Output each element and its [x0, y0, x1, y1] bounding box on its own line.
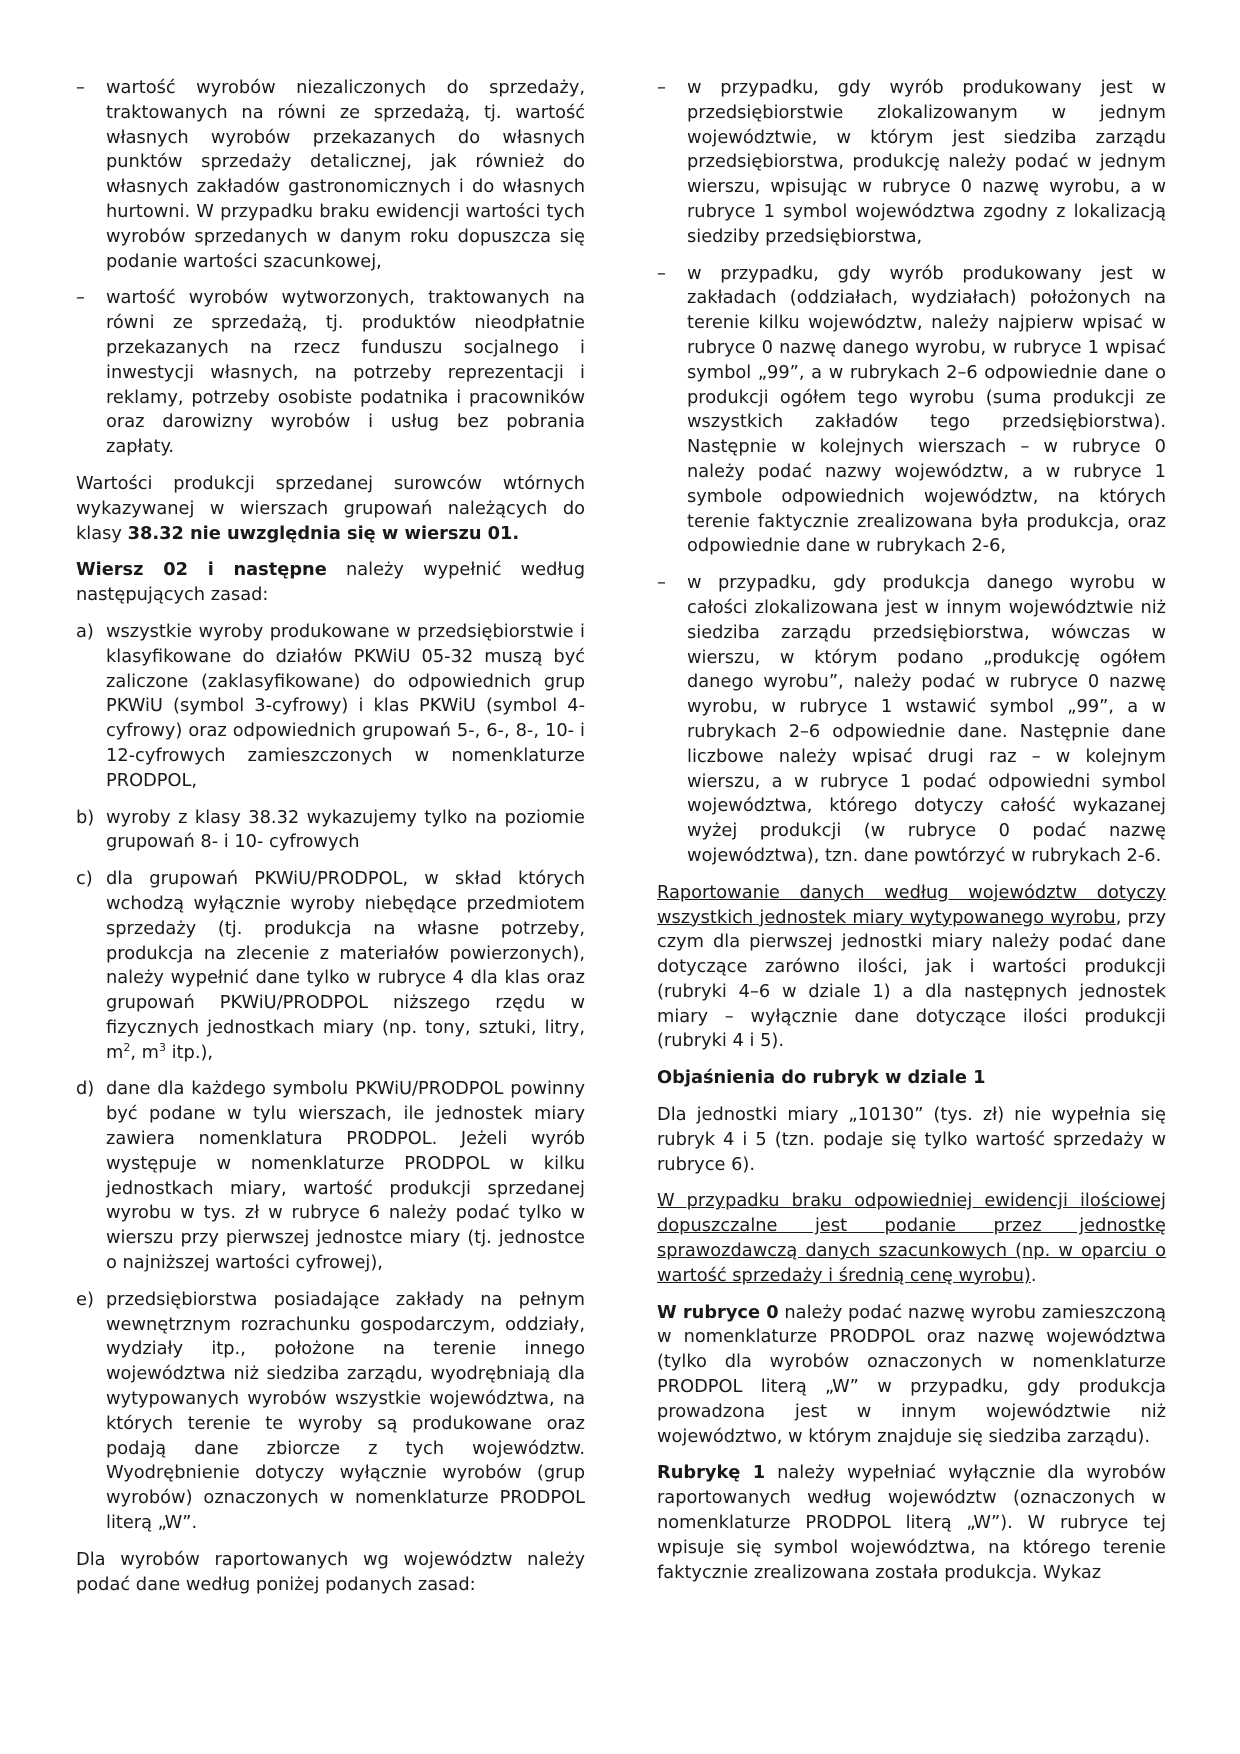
paragraph-text: Wartości produkcji sprzedanej surowców wtórnych wykazywanej w wierszach grupowań należących do klasy — [76, 472, 585, 544]
text-part: , m — [130, 1041, 159, 1063]
text-part: itp.), — [165, 1041, 214, 1063]
list-item-text: w przypadku, gdy wyrób produkowany jest w przedsiębiorstwie zlokalizowanym w jednym województwie, w którym jest siedziba zarządu przedsiębiorstwa, produkcję należy podać w jednym wierszu, wpisując w rubryce 0 nazwę wyrobu, a w rubryce 1 symbol województwa zgodny z lokalizacją siedziby przedsiębiorstwa, — [687, 77, 1166, 247]
right-column — [657, 76, 1166, 1736]
section-heading: Objaśnienia do rubryk w dziale 1 — [657, 1067, 986, 1089]
bold-text: Wiersz 02 i następne — [76, 559, 327, 581]
bold-text: 38.32 nie uwzględnia się w wierszu 01. — [127, 522, 520, 544]
list-item — [76, 620, 585, 794]
paragraph-text: , przy czym dla pierwszej jednostki miary należy podać dane dotyczące zarówno ilości, jak i wartości produkcji (rubryki 4–6 w dziale 1) a dla następnych jednostek miary – wyłącznie dane dotyczące ilości produkcji (rubryki 4 i 5). — [657, 906, 1167, 1052]
paragraph — [76, 472, 585, 546]
dash-marker: – — [76, 77, 85, 98]
bold-text: Rubrykę 1 — [657, 1462, 766, 1484]
list-item — [76, 76, 585, 274]
paragraph-text: należy wypełnić według następujących zasad: — [76, 559, 585, 606]
paragraph — [657, 1189, 1166, 1288]
list-marker: a) — [76, 620, 94, 642]
list-item-text: w przypadku, gdy produkcja danego wyrobu w całości zlokalizowana jest w innym województwie niż siedziba zarządu przedsiębiorstwa, wówczas w wierszu, w którym podano „produkcję ogółem danego wyrobu”, należy podać w rubryce 0 nazwę wyrobu, w rubryce 1 wstawić symbol „99”, a w rubrykach 2–6 odpowiednie dane. Następnie dane liczbowe należy wpisać drugi raz – w kolejnym wierszu, a w rubryce 1 podać odpowiedni symbol województwa, którego dotyczy całość wykazanej wyżej produkcji (w rubryce 0 podać nazwę województwa), tzn. dane powtórzyć w rubrykach 2-6. — [687, 572, 1166, 866]
paragraph — [657, 1461, 1166, 1585]
list-item — [76, 286, 585, 460]
list-marker: d) — [76, 1078, 95, 1100]
list-item — [76, 867, 585, 1065]
list-item-text: wartość wyrobów niezaliczonych do sprzedaży, traktowanych na równi ze sprzedażą, tj. wartość własnych wyrobów przekazanych do własnych punktów sprzedaży detalicznej, jak również do własnych zakładów gastronomicznych i do własnych hurtowni. W przypadku braku ewidencji wartości tych wyrobów sprzedanych w danym roku dopuszcza się podanie wartości szacunkowej, — [106, 77, 585, 272]
text-part: dla grupowań PKWiU/PRODPOL, w skład których wchodzą wyłącznie wyroby niebędące przedmiotem sprzedaży (tj. produkcja na własne potrzeby, produkcja na zlecenie z materiałów powierzonych), należy wypełnić dane tylko w rubryce 4 dla klas oraz grupowań PKWiU/PRODPOL niższego rzędu w fizycznych jednostkach miary (np. tony, sztuki, litry, m — [106, 868, 585, 1063]
list-item-text — [106, 867, 585, 1065]
list-item-text: dane dla każdego symbolu PKWiU/PRODPOL powinny być podane w tylu wierszach, ile jednostek miary zawiera nomenklatura PRODPOL. Jeżeli wyrób występuje w nomenklaturze PRODPOL w kilku jednostkach miary, wartość produkcji sprzedanej wyrobu w tys. zł w rubryce 6 należy podać tylko w wierszu przy pierwszej jednostce miary (tj. jednostce o najniższej wartości cyfrowej), — [106, 1078, 585, 1274]
left-column — [76, 76, 585, 1736]
list-item — [657, 262, 1166, 560]
list-item-text: wyroby z klasy 38.32 wykazujemy tylko na poziomie grupowań 8- i 10- cyfrowych — [106, 806, 585, 853]
dash-marker: – — [657, 572, 666, 594]
bold-text: W rubryce 0 — [657, 1301, 779, 1323]
underlined-text: W przypadku braku odpowiedniej ewidencji ilościowej dopuszczalne jest podanie przez jednostkę sprawozdawczą danych szacunkowych (np. w oparciu o wartość sprzedaży i średnią cenę wyrobu) — [657, 1190, 1166, 1286]
list-item-text: wszystkie wyroby produkowane w przedsiębiorstwie i klasyfikowane do działów PKWiU 05-32 muszą być zaliczone (zaklasyfikowane) do odpowiednich grup PKWiU (symbol 3-cyfrowy) i klas PKWiU (symbol 4-cyfrowy) oraz odpowiednich grupowań 5-, 6-, 8-, 10- i 12-cyfrowych zamieszczonych w nomenklaturze PRODPOL, — [106, 620, 585, 791]
paragraph: Dla wyrobów raportowanych wg województw należy podać dane według poniżej podanych zasad: — [76, 1548, 585, 1595]
paragraph — [657, 1301, 1166, 1450]
paragraph — [76, 558, 585, 608]
superscript: 2 — [123, 1040, 131, 1054]
list-marker: e) — [76, 1288, 94, 1310]
paragraph: Dla jednostki miary „10130” (tys. zł) nie wypełnia się rubryk 4 i 5 (tzn. podaje się tylko wartość sprzedaży w rubryce 6). — [657, 1104, 1166, 1175]
dash-marker: – — [76, 287, 85, 309]
list-item-text: przedsiębiorstwa posiadające zakłady na pełnym wewnętrznym rozrachunku gospodarczym, oddziały, wydziały itp., położone na terenie innego województwa niż siedziba zarządu, wyodrębniają dla wytypowanych wyrobów wszystkie województwa, na których terenie te wyroby są produkowane oraz podają dane zbiorcze z tych województw. Wyodrębnienie dotyczy wyłącznie wyrobów (grup wyrobów) oznaczonych w nomenklaturze PRODPOL literą „W”. — [106, 1288, 585, 1534]
list-item — [76, 1288, 585, 1536]
paragraph-text: należy podać nazwę wyrobu zamieszczoną w nomenklaturze PRODPOL oraz nazwę województwa (tylko dla wyrobów oznaczonych w nomenklaturze PRODPOL literą „W” w przypadku, gdy produkcja prowadzona jest w innym województwie niż województwo, w którym znajduje się siedziba zarządu). — [657, 1301, 1167, 1447]
paragraph — [657, 881, 1166, 1055]
dash-marker: – — [657, 262, 666, 284]
list-item — [76, 1077, 585, 1275]
list-item — [657, 76, 1166, 250]
underlined-text: Raportowanie danych według województw dotyczy wszystkich jednostek miary wytypowanego wyrobu — [657, 881, 1166, 928]
list-item — [76, 806, 585, 856]
superscript: 3 — [158, 1040, 166, 1054]
list-item — [657, 571, 1166, 869]
list-marker: c) — [76, 868, 93, 890]
paragraph-text: . — [1030, 1264, 1037, 1286]
list-item-text: wartość wyrobów wytworzonych, traktowanych na równi ze sprzedażą, tj. produktów nieodpłatnie przekazanych na rzecz funduszu socjalnego i inwestycji własnych, na potrzeby reprezentacji i reklamy, potrzeby osobiste podatnika i pracowników oraz darowizny wyrobów i usług bez pobrania zapłaty. — [106, 287, 585, 458]
list-marker: b) — [76, 806, 95, 828]
paragraph-text: należy wypełniać wyłącznie dla wyrobów raportowanych według województw (oznaczonych w nomenklaturze PRODPOL literą „W”). W rubryce tej wpisuje się symbol województwa, na którego terenie faktycznie zrealizowana została produkcja. Wykaz — [657, 1462, 1166, 1583]
list-item-text: w przypadku, gdy wyrób produkowany jest w zakładach (oddziałach, wydziałach) położonych na terenie kilku województw, należy najpierw wpisać w rubryce 0 nazwę danego wyrobu, w rubryce 1 wpisać symbol „99”, a w rubrykach 2–6 odpowiednie dane o produkcji ogółem tego wyrobu (suma produkcji ze wszystkich zakładów tego przedsiębiorstwa). Następnie w kolejnych wierszach – w rubryce 0 należy podać nazwy województw, a w rubryce 1 symbole odpowiednich województw, na których terenie faktycznie zrealizowana była produkcja, oraz odpowiednie dane w rubrykach 2-6, — [687, 262, 1166, 557]
document-page — [76, 76, 1166, 1736]
dash-marker: – — [657, 77, 666, 98]
